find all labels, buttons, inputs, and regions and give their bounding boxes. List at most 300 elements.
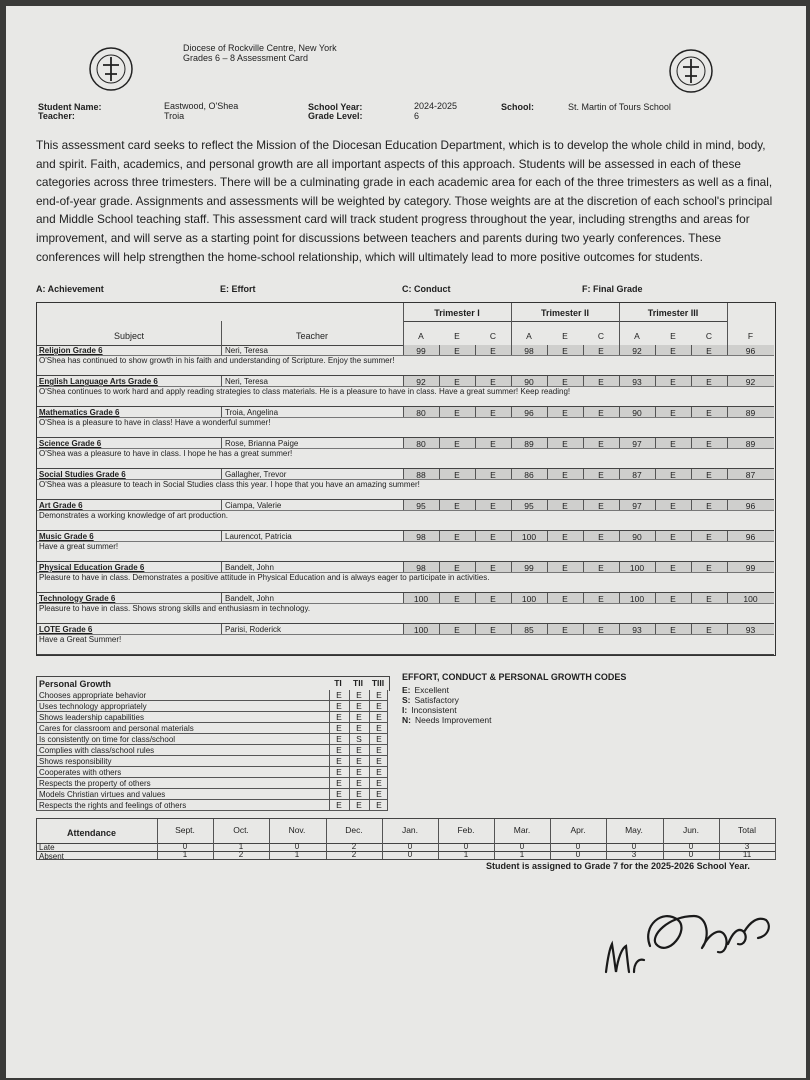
teacher-comment: O'Shea has continued to show growth in his faith and understanding of Scripture. Enjoy the summer! [39,356,395,365]
pg-value: E [356,701,362,711]
t1-grade: E [490,532,496,542]
t1-grade: 98 [416,563,426,573]
pg-col-header: TI [334,678,342,688]
code-letter: S: [402,695,411,705]
code-letter: I: [402,705,408,715]
pg-value: E [336,701,342,711]
t1-grade: E [454,625,460,635]
sub-col-header: A [526,331,532,341]
t2-grade: E [598,625,604,635]
teacher-name: Ciampa, Valerie [225,501,282,510]
attendance-value: 0 [688,850,694,859]
pg-value: E [356,778,362,788]
student-name-value: Eastwood, O'Shea [164,101,239,111]
attendance-value: 3 [744,842,750,851]
t1-grade: 98 [416,532,426,542]
final-grade: 87 [745,470,756,480]
pg-value: E [356,745,362,755]
pg-row [36,701,388,712]
teacher-name: Parisi, Roderick [225,625,282,634]
teacher-value: Troia [164,111,185,121]
pg-row [36,767,388,778]
pg-row [36,789,388,800]
month-header: Oct. [233,825,249,835]
t3-grade: E [706,439,712,449]
cell-divider [221,562,222,572]
grade-row [37,593,774,624]
t1-grade: E [454,439,460,449]
t3-grade: E [670,470,676,480]
student-name-label: Student Name: [38,102,102,112]
month-header: Dec. [345,825,363,835]
final-grade: 92 [745,377,756,387]
pg-label: Uses technology appropriately [39,702,147,711]
subject-name: Physical Education Grade 6 [39,563,145,572]
pg-label: Cooperates with others [39,768,122,777]
t2-grade: 98 [524,346,534,356]
t1-grade: E [490,501,496,511]
final-grade: 99 [745,563,756,573]
t2-grade: E [598,439,604,449]
t2-grade: 96 [524,408,534,418]
t3-grade: E [670,439,676,449]
attendance-value: 1 [294,850,300,859]
t3-grade: 100 [629,594,645,604]
t1-grade: E [454,501,460,511]
t2-grade: E [562,439,568,449]
final-grade: 96 [745,346,756,356]
t2-grade: E [562,377,568,387]
teacher-label: Teacher: [38,111,75,121]
pg-label: Complies with class/school rules [39,746,155,755]
legend-effort: E: Effort [220,284,256,294]
grade-row [37,624,774,655]
pg-value: E [376,745,382,755]
t2-grade: E [562,625,568,635]
t3-grade: E [706,346,712,356]
code-letter: N: [402,715,411,725]
t2-grade: E [598,346,604,356]
attendance-value: 0 [575,842,581,851]
legend-achievement: A: Achievement [36,284,104,294]
t3-grade: E [706,408,712,418]
cell-divider [221,407,222,417]
t1-grade: E [490,346,496,356]
codes-legend [402,672,626,725]
t2-grade: E [562,563,568,573]
pg-value: E [376,734,382,744]
attendance-value: 2 [351,850,357,859]
t1-grade: E [454,470,460,480]
pg-value: E [336,789,342,799]
pg-label: Respects the rights and feelings of others [39,801,187,810]
code-meaning: Inconsistent [411,705,457,715]
school-year-label: School Year: [308,102,363,112]
t1-grade: E [490,470,496,480]
personal-growth-table [36,676,388,812]
diocese-seal-left-icon [88,46,134,92]
t3-grade: E [706,532,712,542]
sub-col-header: C [597,331,605,341]
pg-value: E [336,778,342,788]
t2-grade: 86 [524,470,534,480]
pg-value: E [336,756,342,766]
t1-grade: E [454,377,460,387]
t2-grade: E [562,532,568,542]
t2-grade: E [598,532,604,542]
header-divider [403,321,727,322]
t3-grade: E [670,377,676,387]
t1-grade: E [490,563,496,573]
month-header: Total [738,825,756,835]
teacher-comment: O'Shea continues to work hard and apply reading strategies to class materials. He is a pleasure to have in class. Have a great summer! Keep reading! [39,387,571,396]
t3-grade: 97 [632,439,642,449]
attendance-table [36,818,776,860]
t1-grade: 92 [416,377,426,387]
subject-col-header: Subject [113,331,145,341]
t3-grade: E [670,594,676,604]
t2-grade: E [598,594,604,604]
pg-col-header: TIII [371,678,385,688]
t3-grade: 87 [632,470,642,480]
pg-label: Is consistently on time for class/school [39,735,176,744]
t2-grade: E [562,346,568,356]
sub-col-header: C [705,331,713,341]
teacher-comment: O'Shea was a pleasure to have in class. I hope he has a great summer! [39,449,293,458]
grade-row [37,376,774,407]
att-col-divider [775,819,776,859]
teacher-comment: Pleasure to have in class. Shows strong skills and enthusiasm in technology. [39,604,311,613]
grade-row [37,407,774,438]
subject-name: Science Grade 6 [39,439,102,448]
row-divider [37,654,774,655]
code-item [402,685,626,695]
personal-growth-title: Personal Growth [39,679,112,689]
pg-value: E [336,690,342,700]
t3-grade: 93 [632,377,642,387]
sub-col-header: C [489,331,497,341]
month-header: Jun. [682,825,700,835]
pg-value: E [376,701,382,711]
t1-grade: E [454,594,460,604]
subject-name: LOTE Grade 6 [39,625,93,634]
pg-value: E [336,767,342,777]
intro-paragraph: This assessment card seeks to reflect the Mission of the Diocesan Education Department, which is to develop the whole child in mind, body, and spirit. Faith, academics, and personal growth are all important aspects of this approach. Students will be assessed in each of these categories across three trimesters. There will be a culminating grade in each academic area for each of the three trimesters as well as a final, end-of-year grade. Assignments and assessments will be weighted by category. Those weights are at the discretion of each school's principal and Middle School teaching staff. This assessment card will track student progress throughout the year, including strengths and areas for improvement, and will serve as a starting point for discussions between teachers and parents during two yearly conferences. These conferences will help strengthen the home-school relationship, which will ultimately lead to more positive outcomes for students. [36,138,773,264]
teacher-name: Laurencot, Patricia [225,532,292,541]
pg-col-header: TII [353,678,363,688]
code-meaning: Satisfactory [414,695,459,705]
pg-row [36,734,388,745]
t1-grade: 100 [413,625,429,635]
t2-grade: E [562,594,568,604]
pg-value: E [356,723,362,733]
subject-name: English Language Arts Grade 6 [39,377,158,386]
code-letter: E: [402,685,411,695]
pg-value: E [376,778,382,788]
trimester-header: Trimester III [647,308,699,318]
t2-grade: E [598,408,604,418]
pg-value: E [376,723,382,733]
pg-row [36,690,388,701]
attendance-value: 0 [407,850,413,859]
cell-divider [221,469,222,479]
attendance-value: 0 [294,842,300,851]
pg-value: E [336,734,342,744]
diocese-title: Diocese of Rockville Centre, New York [183,43,337,53]
pg-value: E [356,712,362,722]
sub-col-header: A [418,331,424,341]
final-grade: 96 [745,501,756,511]
code-item [402,715,626,725]
subject-name: Art Grade 6 [39,501,83,510]
t3-grade: E [670,408,676,418]
subject-name: Religion Grade 6 [39,346,103,355]
pg-row [36,756,388,767]
t3-grade: 90 [632,532,642,542]
grade-row [37,438,774,469]
t1-grade: E [490,439,496,449]
t2-grade: E [598,470,604,480]
teacher-name: Neri, Teresa [225,346,268,355]
t1-grade: E [454,532,460,542]
t1-grade: 95 [416,501,426,511]
pg-row [36,745,388,756]
t2-grade: 89 [524,439,534,449]
t3-grade: 100 [629,563,645,573]
sub-col-header: A [634,331,640,341]
pg-label: Shows responsibility [39,757,112,766]
attendance-value: 0 [407,842,413,851]
code-meaning: Excellent [414,685,449,695]
t1-grade: 80 [416,439,426,449]
final-grade: 100 [743,594,758,604]
grade-row [37,345,774,376]
sub-col-header: E [670,331,676,341]
grades-table [36,302,776,656]
cell-divider [221,345,222,355]
t3-grade: E [706,470,712,480]
pg-label: Cares for classroom and personal materials [39,724,194,733]
pg-value: E [356,756,362,766]
teacher-name: Bandelt, John [225,563,274,572]
cell-divider [221,531,222,541]
promotion-statement: Student is assigned to Grade 7 for the 2025-2026 School Year. [486,861,750,871]
pg-value: E [376,800,382,810]
pg-label: Respects the property of others [39,779,151,788]
t2-grade: E [562,501,568,511]
t1-grade: E [454,346,460,356]
attendance-value: 1 [519,850,525,859]
signature-image [598,886,778,986]
codes-title: EFFORT, CONDUCT & PERSONAL GROWTH CODES [402,672,627,682]
teacher-comment: O'Shea was a pleasure to teach in Social Studies class this year. I hope that you have an amazing summer! [39,480,420,489]
t3-grade: 93 [632,625,642,635]
attendance-value: 0 [519,842,525,851]
attendance-value: 2 [238,850,244,859]
pg-value: E [356,767,362,777]
attendance-value: 3 [631,850,637,859]
t3-grade: E [670,501,676,511]
t1-grade: 80 [416,408,426,418]
pg-value: E [376,767,382,777]
attendance-value: 1 [463,850,469,859]
pg-label: Shows leadership capabilities [39,713,144,722]
teacher-comment: Have a Great Summer! [39,635,122,644]
pg-row [36,723,388,734]
cell-divider [221,624,222,634]
t3-grade: E [670,563,676,573]
subject-name: Mathematics Grade 6 [39,408,120,417]
pg-label: Models Christian virtues and values [39,790,166,799]
final-grade: 89 [745,408,756,418]
t3-grade: 92 [632,346,642,356]
teacher-name: Rose, Brianna Paige [225,439,299,448]
teacher-comment: Pleasure to have in class. Demonstrates a positive attitude in Physical Education and is always eager to participate in activities. [39,573,490,582]
month-header: Mar. [513,825,531,835]
month-header: Sept. [175,825,195,835]
t3-grade: E [670,346,676,356]
t2-grade: 100 [521,532,537,542]
cell-divider [221,376,222,386]
t1-grade: 99 [416,346,426,356]
teacher-comment: O'Shea is a pleasure to have in class! Have a wonderful summer! [39,418,271,427]
attendance-row-label: Absent [39,852,64,861]
teacher-col-header: Teacher [295,331,329,341]
t1-grade: E [454,408,460,418]
t3-grade: E [706,594,712,604]
cell-divider [221,500,222,510]
final-col-header: F [747,331,754,341]
month-header: Feb. [457,825,475,835]
grade-row [37,469,774,500]
month-header: Apr. [570,825,586,835]
card-title: Grades 6 – 8 Assessment Card [183,53,309,63]
t2-grade: E [598,563,604,573]
subject-name: Technology Grade 6 [39,594,116,603]
pg-value: E [336,800,342,810]
t2-grade: 85 [524,625,534,635]
final-grade: 96 [745,532,756,542]
legend-final: F: Final Grade [582,284,643,294]
teacher-name: Neri, Teresa [225,377,268,386]
assessment-card-page [6,6,806,1078]
grade-level-value: 6 [414,111,420,121]
pg-row [36,800,388,811]
t1-grade: 100 [413,594,429,604]
teacher-name: Troia, Angelina [225,408,279,417]
sub-col-header: E [454,331,460,341]
school-value: St. Martin of Tours School [568,102,671,112]
subject-name: Social Studies Grade 6 [39,470,126,479]
t2-grade: 90 [524,377,534,387]
t2-grade: E [562,470,568,480]
diocese-seal-right-icon [668,48,714,94]
t2-grade: 100 [521,594,537,604]
attendance-value: 11 [742,850,752,859]
pg-value: S [356,734,362,744]
school-label: School: [501,102,534,112]
final-grade: 89 [745,439,756,449]
month-header: Nov. [288,825,306,835]
t1-grade: 88 [416,470,426,480]
school-year-value: 2024-2025 [414,101,458,111]
code-item [402,695,626,705]
trimester-header: Trimester II [540,308,590,318]
teacher-comment: Have a great summer! [39,542,119,551]
attendance-value: 2 [351,842,357,851]
pg-value: E [356,800,362,810]
legend-conduct: C: Conduct [402,284,451,294]
code-meaning: Needs Improvement [414,715,492,725]
t3-grade: 97 [632,501,642,511]
t1-grade: E [454,563,460,573]
attendance-value: 0 [575,850,581,859]
attendance-value: 0 [182,842,188,851]
pg-value: E [336,745,342,755]
t2-grade: E [562,408,568,418]
attendance-value: 1 [238,842,244,851]
t1-grade: E [490,377,496,387]
t3-grade: E [706,377,712,387]
attendance-title: Attendance [67,828,117,838]
cell-divider [221,593,222,603]
month-header: Jan. [401,825,419,835]
t1-grade: E [490,594,496,604]
grade-row [37,500,774,531]
t3-grade: E [706,563,712,573]
pg-label: Chooses appropriate behavior [39,691,147,700]
t2-grade: E [598,377,604,387]
teacher-comment: Demonstrates a working knowledge of art production. [39,511,228,520]
grade-row [37,531,774,562]
t1-grade: E [490,625,496,635]
pg-value: E [376,690,382,700]
t1-grade: E [490,408,496,418]
teacher-name: Gallagher, Trevor [225,470,287,479]
teacher-name: Bandelt, John [225,594,274,603]
attendance-row-label: Late [39,843,55,852]
grade-level-label: Grade Level: [308,111,363,121]
sub-col-header: E [562,331,568,341]
pg-value: E [336,712,342,722]
pg-row [36,778,388,789]
code-item [402,705,626,715]
grade-row [37,562,774,593]
t3-grade: E [670,625,676,635]
pg-row [36,712,388,723]
pg-value: E [376,789,382,799]
attendance-value: 1 [182,850,188,859]
t2-grade: 99 [524,563,534,573]
t3-grade: E [670,532,676,542]
t2-grade: 95 [524,501,534,511]
pg-value: E [356,690,362,700]
attendance-value: 0 [688,842,694,851]
attendance-value: 0 [631,842,637,851]
t2-grade: E [598,501,604,511]
attendance-value: 0 [463,842,469,851]
pg-value: E [376,712,382,722]
month-header: May. [625,825,643,835]
trimester-header: Trimester I [434,308,480,318]
pg-value: E [356,789,362,799]
t3-grade: E [706,625,712,635]
t3-grade: 90 [632,408,642,418]
subject-name: Music Grade 6 [39,532,94,541]
pg-value: E [376,756,382,766]
cell-divider [221,438,222,448]
pg-value: E [336,723,342,733]
